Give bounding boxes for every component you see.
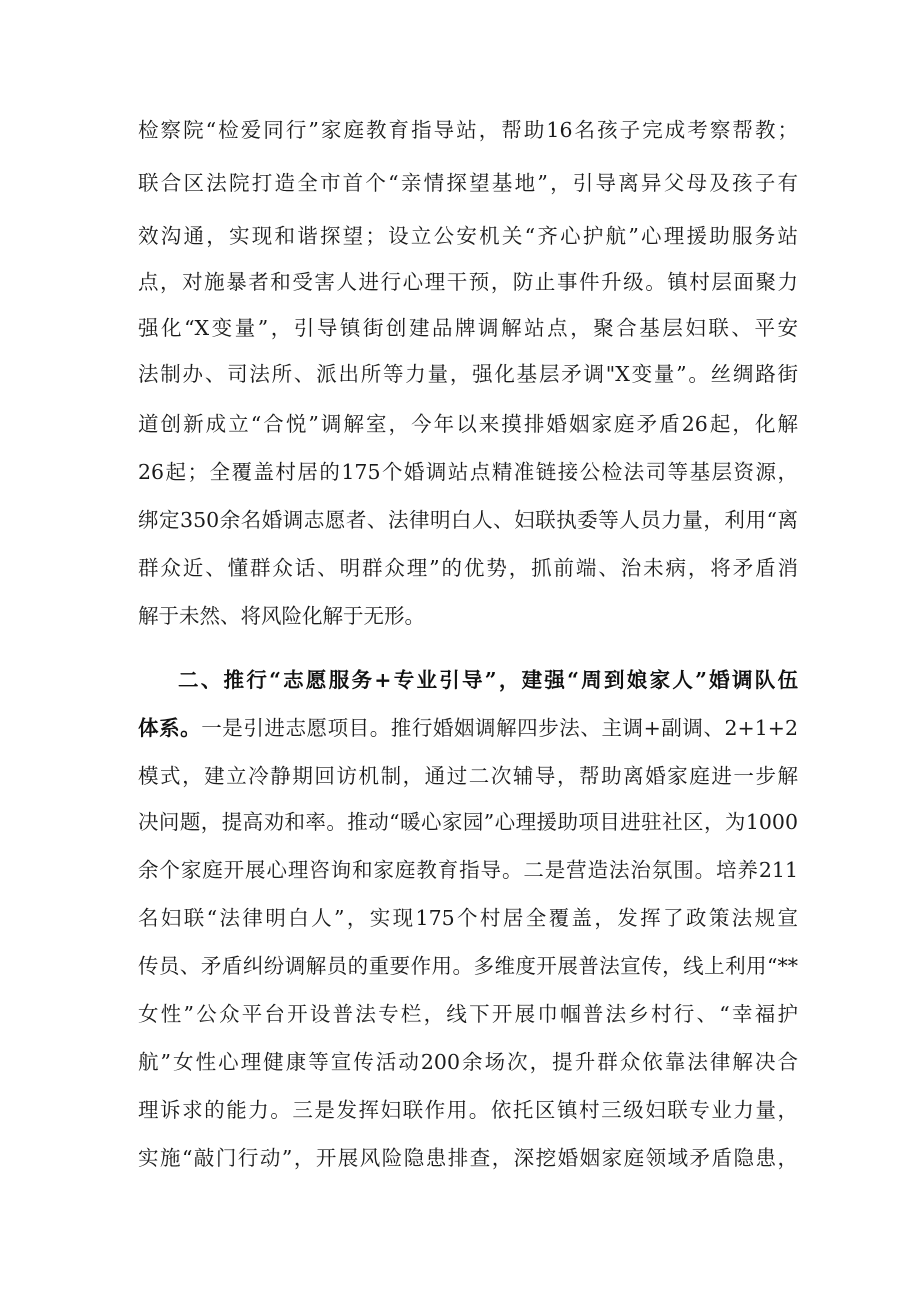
text-line: 联合区法院打造全市首个“亲情探望基地”，引导离异父母及孩子有 xyxy=(138,171,798,195)
text-line: 解于未然、将风险化解于无形。 xyxy=(138,604,425,628)
text-line: 名妇联“法律明白人”，实现175个村居全覆盖，发挥了政策法规宣 xyxy=(138,906,798,930)
text-run: 一是引进志愿项目。推行婚姻调解四步法、主调+副调、2+1+2 xyxy=(201,716,798,740)
text-line: 女性”公众平台开设普法专栏，线下开展巾帼普法乡村行、“幸福护 xyxy=(138,1002,798,1026)
text-line: 道创新成立“合悦”调解室，今年以来摸排婚姻家庭矛盾26起，化解 xyxy=(138,412,798,436)
section-heading: 二、推行“志愿服务+专业引导”，建强“周到娘家人”婚调队伍 xyxy=(178,668,798,692)
text-line: 强化“X变量”，引导镇街创建品牌调解站点，聚合基层妇联、平安 xyxy=(138,316,798,340)
text-line: 航”女性心理健康等宣传活动200余场次，提升群众依靠法律解决合 xyxy=(138,1050,798,1074)
text-line: 26起；全覆盖村居的175个婚调站点精准链接公检法司等基层资源， xyxy=(138,460,798,484)
text-line: 点，对施暴者和受害人进行心理干预，防止事件升级。镇村层面聚力 xyxy=(138,270,798,294)
section-heading-end: 体系。 xyxy=(138,716,202,740)
text-line: 群众近、懂群众话、明群众理”的优势，抓前端、治未病，将矛盾消 xyxy=(138,556,798,580)
text-line: 余个家庭开展心理咨询和家庭教育指导。二是营造法治氛围。培养211 xyxy=(138,858,798,882)
text-line: 效沟通，实现和谐探望；设立公安机关“齐心护航”心理援助服务站 xyxy=(138,224,798,248)
text-line xyxy=(138,708,798,748)
text-line: 模式，建立冷静期回访机制，通过二次辅导，帮助离婚家庭进一步解 xyxy=(138,764,798,788)
text-line: 绑定350余名婚调志愿者、法律明白人、妇联执委等人员力量，利用“离 xyxy=(138,508,798,532)
text-line: 理诉求的能力。三是发挥妇联作用。依托区镇村三级妇联专业力量， xyxy=(138,1098,798,1122)
text-line: 传员、矛盾纠纷调解员的重要作用。多维度开展普法宣传，线上利用“** xyxy=(138,954,798,978)
text-line: 检察院“检爱同行”家庭教育指导站，帮助16名孩子完成考察帮教； xyxy=(138,118,798,142)
text-line: 法制办、司法所、派出所等力量，强化基层矛调"X变量”。丝绸路街 xyxy=(138,362,798,386)
text-line: 实施“敲门行动”，开展风险隐患排查，深挖婚姻家庭领域矛盾隐患， xyxy=(138,1146,798,1170)
text-line: 决问题，提高劝和率。推动“暖心家园”心理援助项目进驻社区，为1000 xyxy=(138,810,798,834)
